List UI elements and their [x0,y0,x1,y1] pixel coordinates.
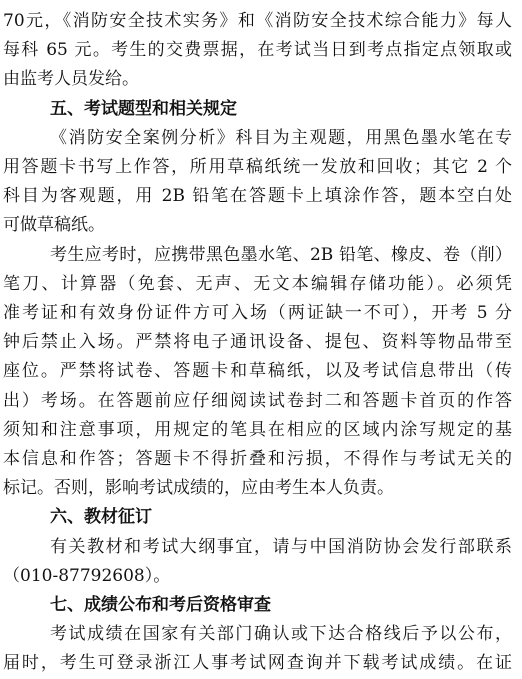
paragraph-line [0,385,522,417]
line-text: 《消防安全案例分析》科目为主观题，用黑色墨水笔在专 [50,127,512,148]
paragraph-line [0,297,522,329]
line-text: （010-87792608）。 [3,565,171,586]
line-text: 笔刀、计算器（免套、无声、无文本编辑存储功能）。必须凭 [3,273,512,294]
line-text: 标记。否则，影响考试成绩的，应由考生本人负责。 [3,478,394,499]
line-text: 届时，考生可登录浙江人事考试网查询并下载考试成绩。在证 [3,653,512,674]
paragraph-line [0,443,522,475]
line-text: 准考证和有效身份证件方可入场（两证缺一不可），开考 5 分 [3,303,512,323]
line-text: 70元，《消防安全技术实务》和《消防安全技术综合能力》每人 [3,11,512,31]
paragraph-line [0,209,522,241]
line-text: 出）考场。在答题前应仔细阅读试卷封二和答题卡首页的作答 [3,390,512,411]
paragraph-line [0,239,522,271]
paragraph-line [0,34,522,66]
line-text: 每科 65 元。考生的交费票据，在考试当日到考点指定点领取或 [3,40,512,61]
line-text: 可做草稿纸。 [3,215,105,236]
section-heading [0,93,522,125]
line-text: 考试成绩在国家有关部门确认或下达合格线后予以公布， [50,624,512,645]
line-text: 用答题卡书写上作答，所用草稿纸统一发放和回收；其它 2 个 [3,157,512,177]
paragraph-line [0,647,522,679]
line-text: 座位。严禁将试卷、答题卡和草稿纸，以及考试信息带出（传 [3,361,512,382]
line-text: 由监考人员发给。 [3,69,139,90]
paragraph-line [0,5,522,37]
line-text: 六、教材征订 [50,507,152,528]
paragraph-line [0,122,522,154]
section-heading [0,589,522,621]
paragraph-line [0,618,522,650]
line-text: 考生应考时，应携带黑色墨水笔、2B 铅笔、橡皮、卷（削） [50,244,512,265]
line-text: 钟后禁止入场。严禁将电子通讯设备、提包、资料等物品带至 [3,332,512,353]
line-text: 本信息和作答；答题卡不得折叠和污损，不得作与考试无关的 [3,449,512,469]
line-text: 五、考试题型和相关规定 [50,98,237,119]
paragraph-line [0,326,522,358]
paragraph-line [0,355,522,387]
paragraph-line [0,560,522,592]
paragraph-line [0,472,522,504]
paragraph-line [0,414,522,446]
paragraph-line [0,268,522,300]
paragraph-line [0,531,522,563]
line-text: 科目为客观题，用 2B 铅笔在答题卡上填涂作答，题本空白处 [3,186,512,207]
line-text: 七、成绩公布和考后资格审查 [50,595,271,615]
line-text: 须知和注意事项，用规定的笔具在相应的区域内涂写规定的基 [3,419,512,440]
paragraph-line [0,151,522,183]
paragraph-line [0,63,522,95]
paragraph-line [0,180,522,212]
line-text: 有关教材和考试大纲事宜，请与中国消防协会发行部联系 [50,536,512,557]
section-heading [0,501,522,533]
